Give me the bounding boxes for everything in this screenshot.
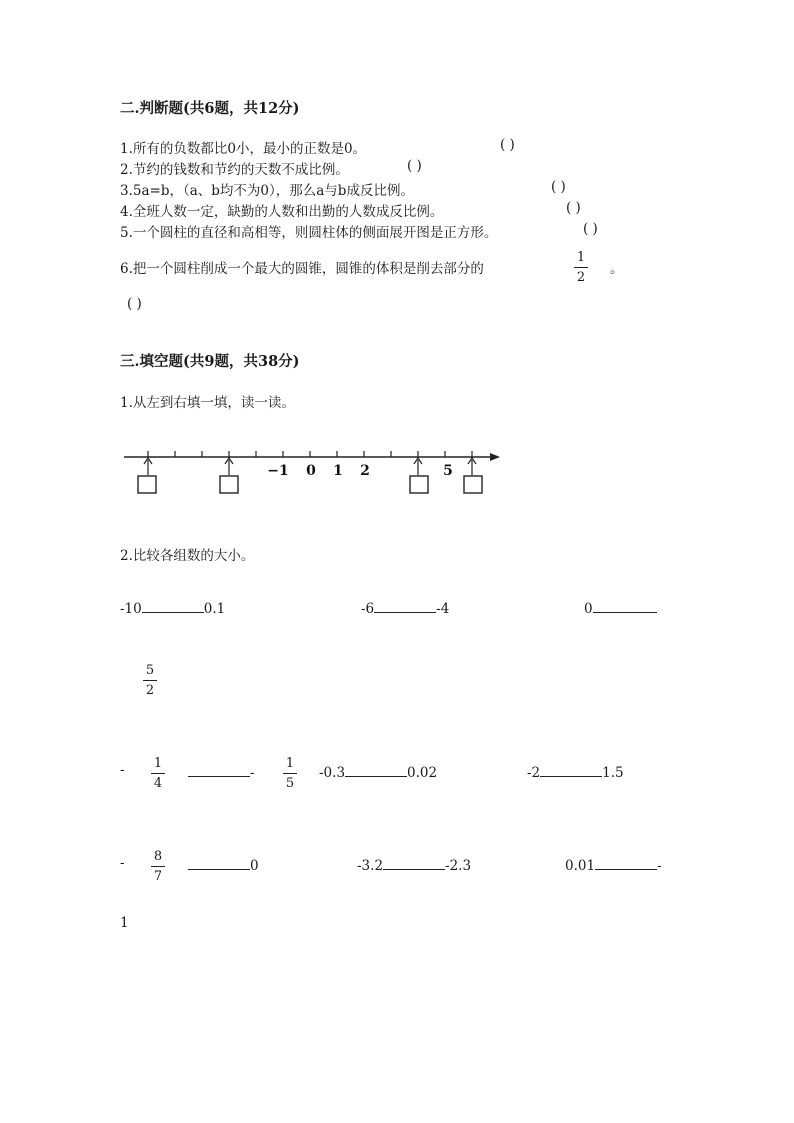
- fraction-bar: [143, 680, 157, 681]
- compare-1-blank[interactable]: [142, 598, 204, 613]
- number-line-ticks: [148, 451, 472, 457]
- answer-paren-6[interactable]: ( ): [127, 296, 142, 312]
- compare-3-left: 0: [584, 601, 593, 617]
- compare-9-wrap: 1: [120, 915, 129, 931]
- fraction-denominator: 5: [285, 776, 295, 791]
- compare-4-blank[interactable]: [188, 762, 250, 777]
- compare-3-blank[interactable]: [593, 598, 657, 613]
- compare-2-left: -6: [361, 601, 375, 617]
- compare-8-left: -3.2: [357, 858, 384, 874]
- nl-label-1: 1: [333, 463, 343, 479]
- compare-7-rest: [188, 855, 259, 874]
- fraction-numerator: 1: [285, 756, 295, 771]
- compare-8: [357, 855, 471, 874]
- nl-label-0: 0: [306, 463, 316, 479]
- compare-5-right: 0.02: [407, 765, 438, 781]
- compare-6-blank[interactable]: [540, 762, 602, 777]
- compare-8-blank[interactable]: [383, 855, 445, 870]
- answer-paren-5[interactable]: ( ): [583, 221, 598, 237]
- fraction-denominator: 7: [153, 869, 163, 884]
- fraction-numerator: 1: [153, 756, 163, 771]
- compare-9-left: 0.01: [565, 858, 596, 874]
- compare-4-minus-b: -: [250, 765, 255, 781]
- compare-7-right: 0: [250, 858, 259, 874]
- nl-label-5: 5: [443, 463, 453, 479]
- fraction-five-halves: [143, 663, 157, 698]
- fraction-bar: [151, 773, 165, 774]
- compare-8-right: -2.3: [445, 858, 472, 874]
- answer-paren-1[interactable]: ( ): [500, 137, 515, 153]
- fraction-bar: [574, 267, 588, 268]
- nl-arrow-3: [414, 458, 422, 475]
- fraction-eight-sevenths: [151, 849, 165, 884]
- nl-answer-box-2[interactable]: [220, 476, 238, 493]
- nl-answer-box-1[interactable]: [138, 476, 156, 493]
- fill-question-1: 1.从左到右填一填，读一读。: [120, 395, 295, 411]
- number-line: [118, 440, 508, 504]
- compare-7-minus: -: [120, 855, 125, 871]
- compare-6-left: -2: [527, 765, 541, 781]
- nl-answer-box-3[interactable]: [410, 476, 428, 493]
- compare-6: [527, 762, 624, 781]
- compare-2: [361, 598, 449, 617]
- compare-7-blank[interactable]: [188, 855, 250, 870]
- nl-answer-box-4[interactable]: [464, 476, 482, 493]
- judge-item-1: 1.所有的负数都比0小，最小的正数是0。: [120, 141, 367, 157]
- fraction-numerator: 5: [145, 663, 155, 678]
- compare-6-right: 1.5: [602, 765, 624, 781]
- section3-heading: 三.填空题(共9题，共38分): [120, 353, 300, 370]
- compare-1: [120, 598, 225, 617]
- judge-item-5: 5.一个圆柱的直径和高相等，则圆柱体的侧面展开图是正方形。: [120, 225, 498, 241]
- nl-label-neg1: −1: [267, 463, 289, 479]
- nl-arrow-2: [225, 458, 233, 475]
- fraction-one-half: [574, 250, 588, 285]
- compare-9: [565, 855, 662, 874]
- compare-2-right: -4: [436, 601, 450, 617]
- fraction-one-quarter: [151, 756, 165, 791]
- fraction-bar: [151, 866, 165, 867]
- fraction-numerator: 1: [576, 250, 586, 265]
- judge-item-2: 2.节约的钱数和节约的天数不成比例。: [120, 162, 349, 178]
- compare-5-blank[interactable]: [345, 762, 407, 777]
- compare-9-blank[interactable]: [595, 855, 657, 870]
- compare-1-left: -10: [120, 601, 142, 617]
- judge-item-6-tail: 。: [610, 261, 624, 277]
- compare-2-blank[interactable]: [374, 598, 436, 613]
- fraction-denominator: 2: [576, 270, 586, 285]
- nl-arrow-4: [468, 458, 476, 475]
- compare-1-right: 0.1: [203, 601, 226, 617]
- compare-5-left: -0.3: [319, 765, 346, 781]
- compare-4-rest: [188, 762, 255, 781]
- compare-5: [319, 762, 437, 781]
- fraction-numerator: 8: [153, 849, 163, 864]
- fraction-bar: [283, 773, 297, 774]
- compare-9-right: -: [657, 858, 662, 874]
- fraction-denominator: 2: [145, 683, 155, 698]
- number-line-arrowhead: [490, 453, 500, 461]
- compare-3: [584, 598, 657, 617]
- section2-heading: 二.判断题(共6题，共12分): [120, 100, 300, 117]
- judge-item-4: 4.全班人数一定，缺勤的人数和出勤的人数成反比例。: [120, 204, 444, 220]
- fraction-denominator: 4: [153, 776, 163, 791]
- fraction-one-fifth: [283, 756, 297, 791]
- judge-item-3: 3.5a=b，（a、b均不为0），那么a与b成反比例。: [120, 183, 414, 199]
- judge-item-6: 6.把一个圆柱削成一个最大的圆锥，圆锥的体积是削去部分的: [120, 261, 484, 277]
- fill-question-2: 2.比较各组数的大小。: [120, 548, 255, 564]
- answer-paren-2[interactable]: ( ): [407, 158, 422, 174]
- nl-arrow-1: [144, 458, 152, 475]
- nl-label-2: 2: [360, 463, 370, 479]
- answer-paren-4[interactable]: ( ): [566, 200, 581, 216]
- answer-paren-3[interactable]: ( ): [551, 179, 566, 195]
- compare-4-minus-a: -: [120, 762, 125, 778]
